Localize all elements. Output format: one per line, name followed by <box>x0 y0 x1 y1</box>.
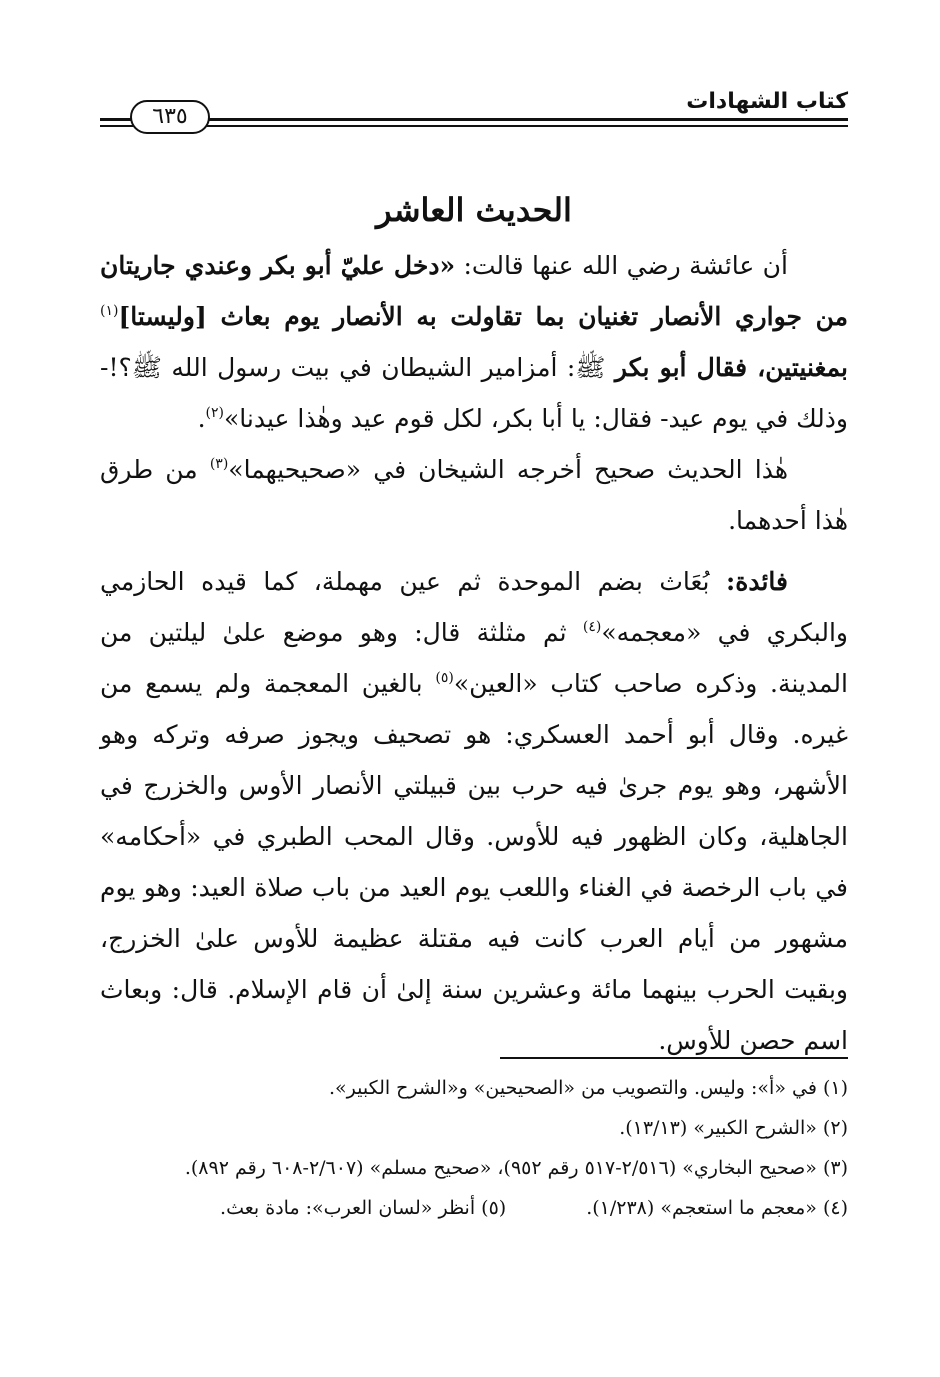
benefit-text-3: بالغين المعجمة ولم يسمع من غيره. وقال أبو أحمد العسكري: هو تصحيف ويجوز صرفه وتركه وهو الأشهر، وهو يوم جرىٰ فيه حرب بين قبيلتي الأنصار الأوس والخزرج في الجاهلية، وكان الظهور فيه للأوس. وقال المحب الطبري في «أحكامه» في باب الرخصة في الغناء واللعب يوم العيد من باب صلاة العيد: وهو يوم مشهور من أيام العرب كانت فيه مقتلة عظيمة للأوس علىٰ الخزرج، وبقيت الحرب بينهما مائة وعشرين سنة إلىٰ أن قام الإسلام. قال: وبعاث اسم حصن للأوس. <box>100 669 848 1055</box>
hadith-paragraph <box>100 240 848 444</box>
running-title: كتاب الشهادات <box>676 88 848 116</box>
benefit-text-1: بُعَاث بضم الموحدة ثم عين مهملة، كما قيده الحازمي والبكري في «معجمه» <box>100 567 848 647</box>
header-rule-thick <box>100 118 848 121</box>
footnote-ref-1[interactable]: (١) <box>100 303 119 319</box>
hadith-quote: «دخل عليّ أبو بكر وعندي جاريتان من جواري الأنصار تغنيان بما تقاولت به الأنصار يوم بعاث [وليستا] <box>100 251 848 331</box>
footnotes <box>100 1068 848 1228</box>
hadith-intro: أن عائشة رضي الله عنها قالت: <box>455 251 788 280</box>
main-text <box>100 240 848 1066</box>
benefit-label: فائدة: <box>726 567 788 596</box>
hadith-rest: ﷺ: أمزامير الشيطان في بيت رسول الله ﷺ؟!- وذلك في يوم عيد- فقال: يا أبا بكر، لكل قوم عيد وهٰذا عيدنا» <box>100 353 848 433</box>
footnote-1: (١) في «أ»: وليس. والتصويب من «الصحيحين» و«الشرح الكبير». <box>328 1077 848 1099</box>
footnote-ref-4[interactable]: (٤) <box>582 619 602 635</box>
chapter-title: الحديث العاشر <box>376 191 572 229</box>
footnote-ref-2[interactable]: (٢) <box>205 405 224 421</box>
footnote-5: (٥) أنظر «لسان العرب»: مادة بعث. <box>220 1197 507 1219</box>
page-number: ٦٣٥ <box>130 100 210 134</box>
takhrij-text: هٰذا الحديث صحيح أخرجه الشيخان في «صحيحيهما» <box>228 455 788 484</box>
footnote-ref-5[interactable]: (٥) <box>435 670 454 686</box>
footnote-3: (٣) «صحيح البخاري» (٢/٥١٦-٥١٧ رقم ٩٥٢)، «صحيح مسلم» (٢/٦٠٧-٦٠٨ رقم ٨٩٢). <box>184 1157 848 1179</box>
footnote-4: (٤) «معجم ما استعجم» (١/٢٣٨). <box>586 1197 848 1219</box>
benefit-text-2: ثم مثلثة قال: وهو موضع علىٰ ليلتين من المدينة. وذكره صاحب كتاب «العين» <box>100 618 848 698</box>
footnote-row-4-5 <box>100 1188 848 1228</box>
header-rule-thin <box>100 125 848 127</box>
benefit-paragraph <box>100 556 848 1066</box>
footnote-separator <box>500 1057 848 1059</box>
footnote-ref-3[interactable]: (٣) <box>209 456 229 472</box>
hadith-abu-bakr: بمغنيتين، فقال أبو بكر <box>614 353 848 382</box>
takhrij-end: من طرق هٰذا أحدهما. <box>100 455 848 535</box>
page-header <box>100 88 848 140</box>
footnote-2: (٢) «الشرح الكبير» (١٣/١٣). <box>619 1117 848 1139</box>
takhrij-paragraph <box>100 444 848 546</box>
hadith-end: . <box>197 404 206 433</box>
